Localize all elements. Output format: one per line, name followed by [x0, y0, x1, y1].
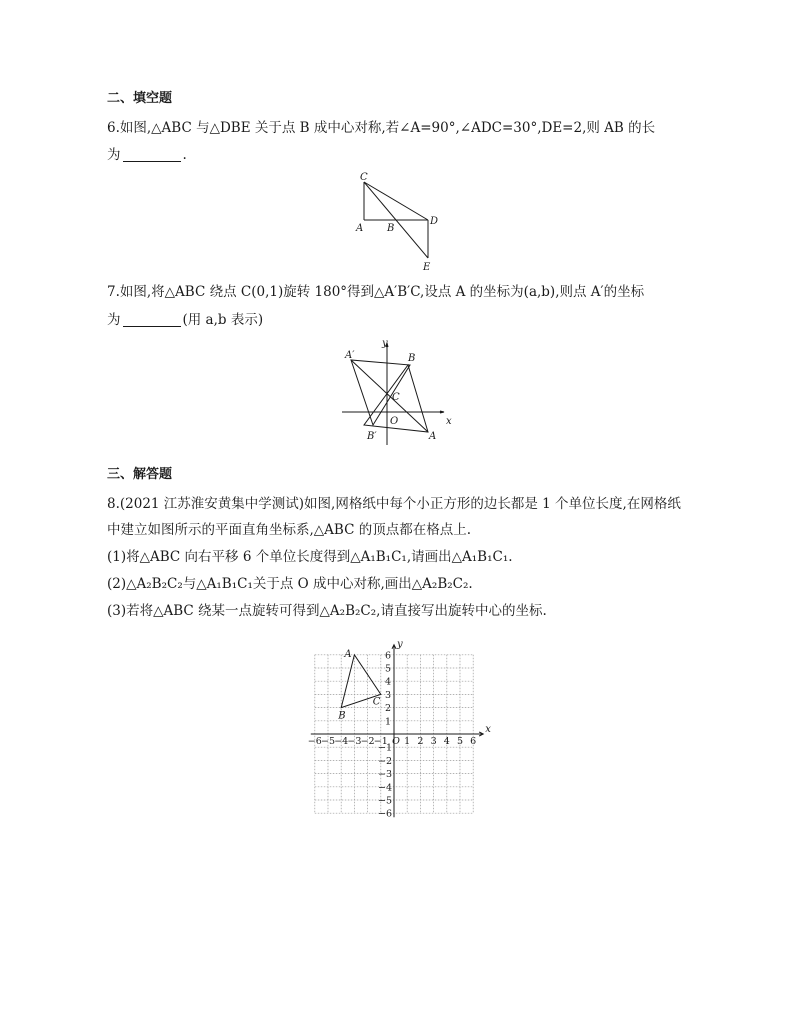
triangle-a1b1c-outline [351, 360, 410, 425]
y-tick-label: −3 [377, 769, 392, 781]
y-tick-label: 6 [384, 650, 391, 662]
q7-line2 [107, 311, 263, 329]
segment-cd [364, 182, 428, 220]
section2-heading: 二、填空题 [107, 91, 173, 106]
fig7-label-a1: A′ [345, 350, 355, 361]
q8-grid-figure [295, 622, 505, 832]
q7-figure [340, 335, 460, 450]
y-tick-label: 1 [384, 716, 391, 728]
vertex-label-b: B [338, 710, 346, 722]
q6-line2 [107, 146, 187, 164]
y-tick-label: 5 [384, 663, 391, 675]
fig7-label-a: A [429, 431, 437, 442]
q6-line1: 6.如图,△ABC 与△DBE 关于点 B 成中心对称,若∠A=90°,∠ADC=30°,DE=2,则 AB 的长 [107, 120, 656, 136]
y-axis-label: y [397, 638, 403, 650]
fig7-label-y: y [382, 338, 388, 349]
q8-line1: 8.(2021 江苏淮安黄集中学测试)如图,网格纸中每个小正方形的边长都是 1 个单位长度,在网格纸 [107, 496, 681, 512]
q8-part3: (3)若将△ABC 绕某一点旋转可得到△A₂B₂C₂,请直接写出旋转中心的坐标. [107, 603, 547, 619]
x-tick-label: 2 [417, 736, 424, 747]
y-tick-label: −2 [377, 755, 392, 767]
q6-line2-post: . [182, 147, 187, 163]
fig7-label-x: x [446, 416, 452, 427]
y-tick-label: 3 [384, 689, 391, 701]
q7-line1: 7.如图,将△ABC 绕点 C(0,1)旋转 180°得到△A′B′C,设点 A 的坐标为(a,b),则点 A′的坐标 [107, 284, 645, 300]
x-tick-label: −1 [373, 736, 388, 747]
q6-line2-pre: 为 [107, 147, 121, 163]
y-tick-label: 2 [384, 703, 391, 715]
x-tick-label: −5 [320, 736, 336, 747]
fig7-label-b1: B′ [367, 431, 377, 442]
fig7-label-b: B [408, 353, 416, 364]
q7-line2-post: (用 a,b 表示) [182, 312, 264, 328]
y-tick-label: −1 [377, 742, 392, 754]
q7-answer-blank[interactable] [123, 312, 181, 327]
grid-axes [311, 645, 483, 817]
q8-line2: 中建立如图所示的平面直角坐标系,△ABC 的顶点都在格点上. [107, 522, 472, 538]
x-tick-label: 5 [456, 736, 464, 747]
x-tick-label: 1 [404, 736, 411, 747]
triangle-abc [337, 649, 381, 722]
x-tick-label: 6 [470, 736, 477, 747]
x-tick-label: −2 [360, 736, 375, 747]
x-tick-label: −3 [347, 736, 362, 747]
x-axis-label: x [485, 724, 491, 735]
x-tick-label: 3 [430, 736, 437, 747]
y-tick-label: 4 [384, 676, 391, 688]
x-tick-label: O [392, 736, 400, 747]
y-tick-label: −5 [377, 795, 392, 807]
x-tick-label: −6 [307, 736, 322, 747]
fig6-label-b: B [387, 223, 395, 234]
fig7-label-c: C [392, 392, 400, 403]
x-tick-label: −4 [334, 736, 349, 747]
fig7-label-o: O [390, 416, 399, 427]
x-tick-label: 4 [443, 736, 450, 747]
q6-figure [350, 170, 450, 275]
section3-heading: 三、解答题 [107, 467, 173, 482]
y-tick-label: −4 [377, 782, 392, 794]
vertex-label-a: A [344, 648, 352, 660]
fig6-label-e: E [423, 262, 431, 273]
q7-line2-pre: 为 [107, 312, 121, 328]
y-tick-label: −6 [377, 808, 392, 820]
vertex-label-c: C [372, 696, 381, 708]
fig6-label-d: D [430, 216, 439, 227]
q8-part2: (2)△A₂B₂C₂与△A₁B₁C₁关于点 O 成中心对称,画出△A₂B₂C₂. [107, 576, 473, 592]
fig6-label-a: A [356, 223, 364, 234]
fig6-label-c: C [360, 172, 368, 183]
q6-answer-blank[interactable] [123, 147, 181, 162]
grid-tick-labels [308, 639, 491, 820]
q8-part1: (1)将△ABC 向右平移 6 个单位长度得到△A₁B₁C₁,请画出△A₁B₁C₁. [107, 549, 513, 565]
